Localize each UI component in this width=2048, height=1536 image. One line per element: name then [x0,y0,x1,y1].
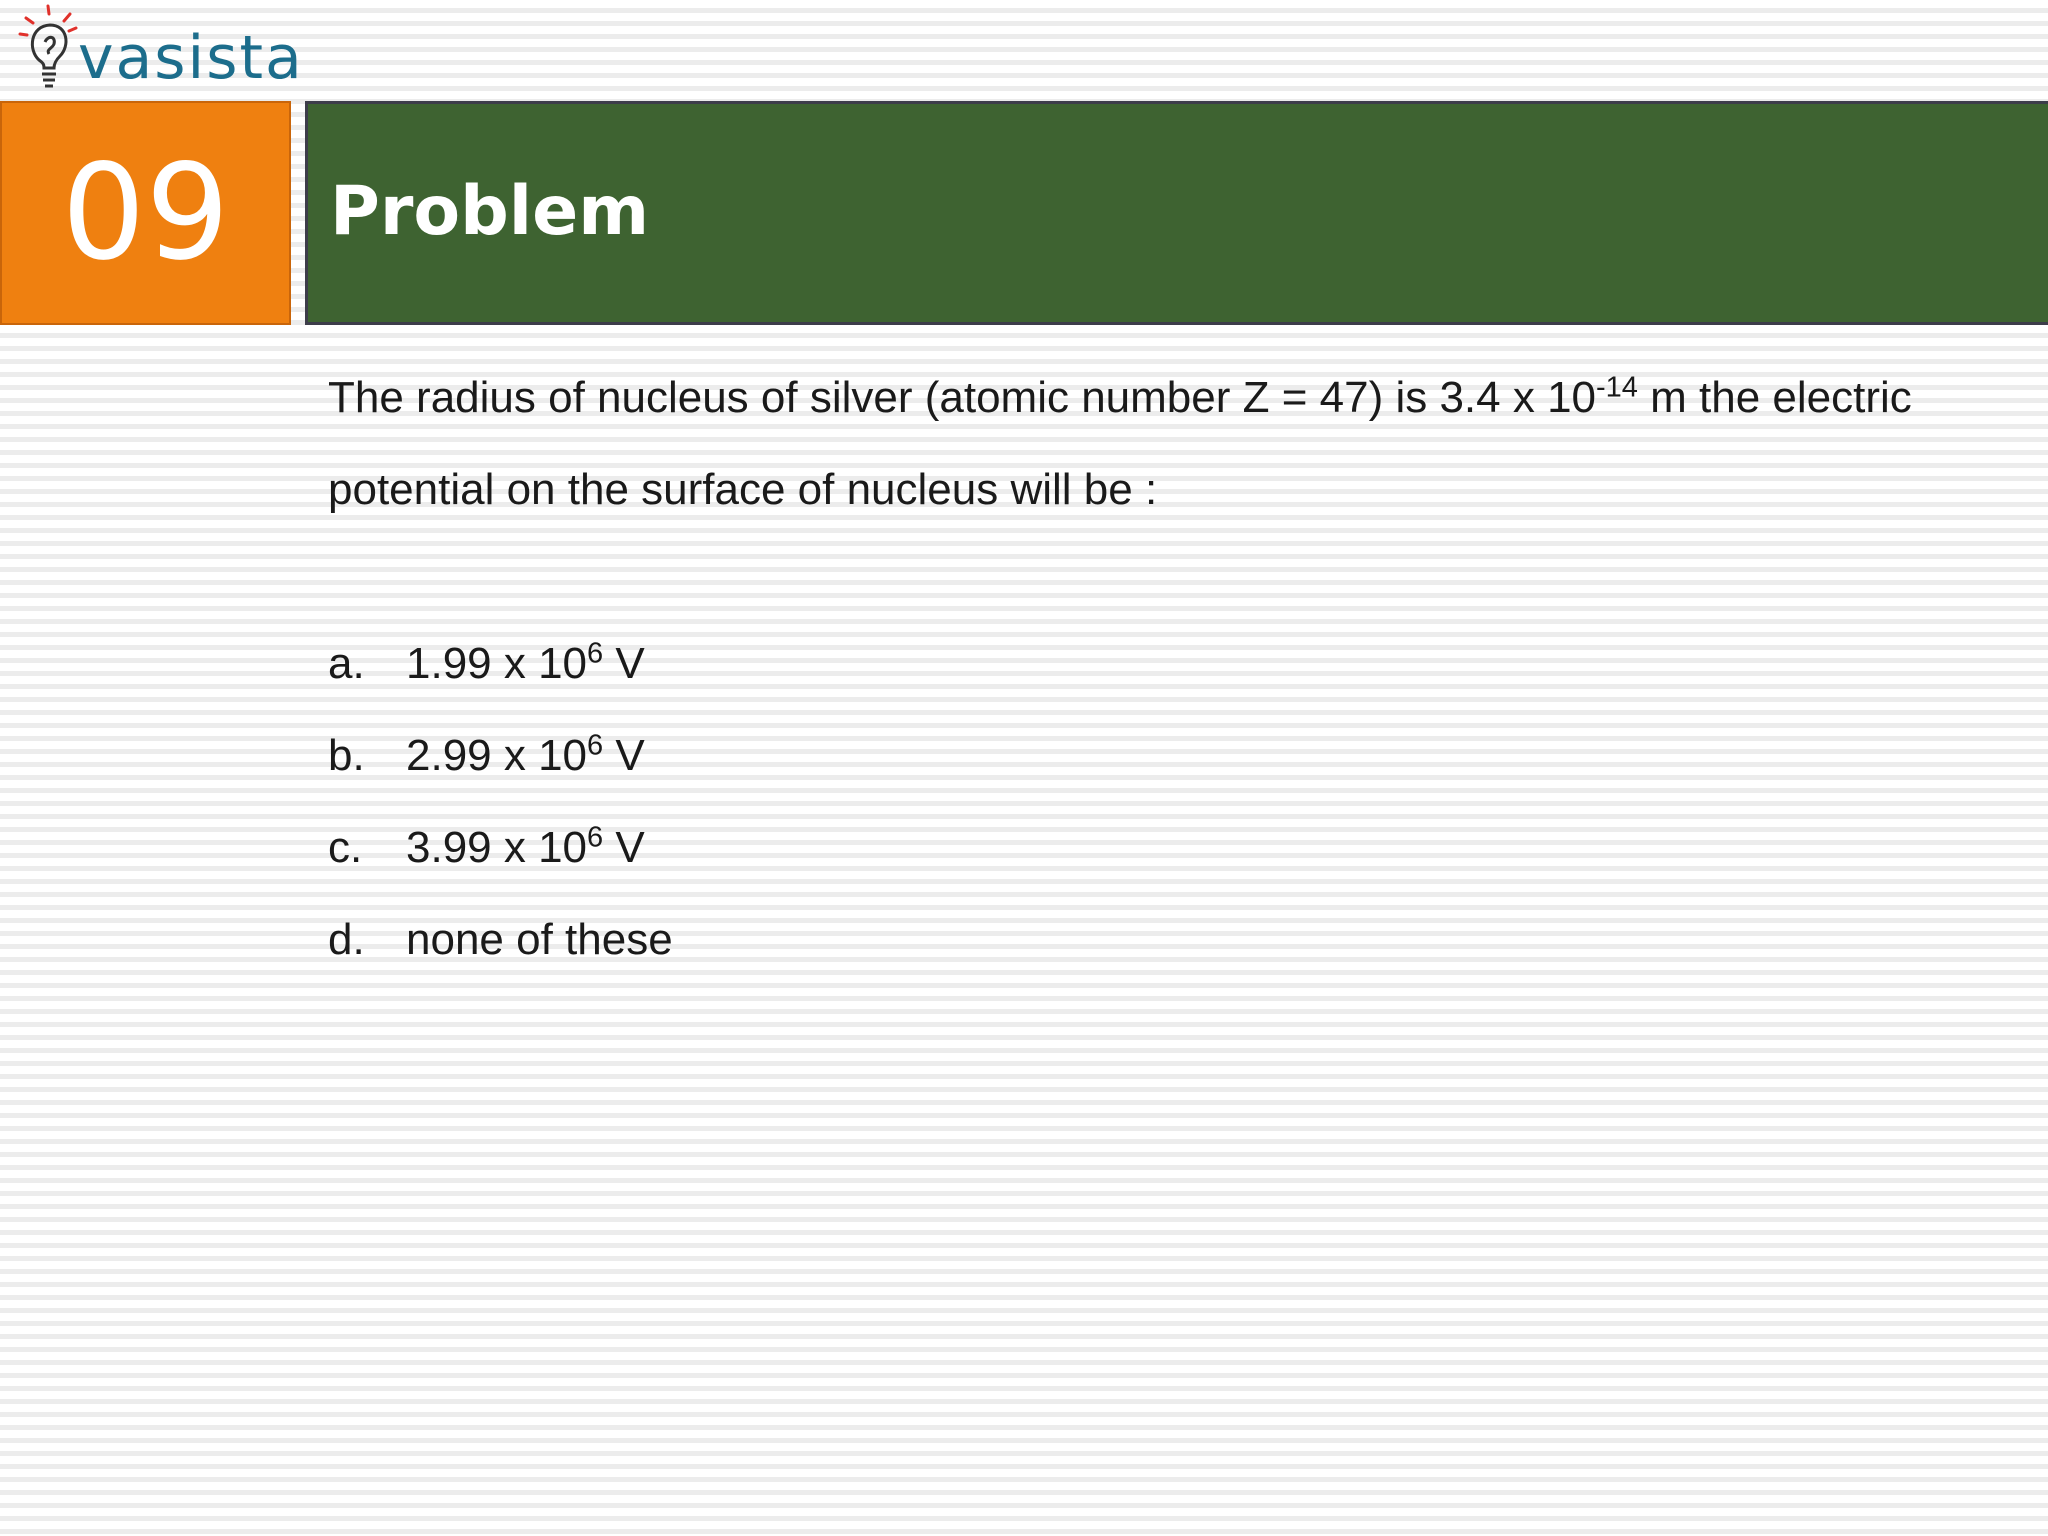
option-b[interactable] [328,710,673,802]
slide-title: Problem [330,172,650,251]
option-mantissa: 1.99 x 10 [406,639,588,688]
slide-number: 09 [61,136,230,290]
question-part2: m the electric potential on the surface of nucleus will be : [328,373,1912,514]
option-unit: V [603,639,645,688]
option-label: b. [328,731,365,780]
question-text [328,352,2028,536]
option-unit: V [603,731,645,780]
option-label: c. [328,823,363,872]
title-bar [305,101,2048,325]
option-mantissa: 3.99 x 10 [406,823,588,872]
option-c[interactable] [328,802,673,894]
lightbulb-icon [18,2,82,98]
option-d[interactable] [328,894,673,986]
question-exponent: -14 [1596,371,1638,404]
question-part1: The radius of nucleus of silver (atomic number Z = 47) is 3.4 x 10 [328,373,1597,422]
answer-options [328,618,673,986]
option-value [406,618,645,710]
option-value [406,802,645,894]
option-unit: V [603,823,645,872]
option-mantissa: none of these [406,915,673,964]
option-exponent: 6 [587,637,604,670]
option-a[interactable] [328,618,673,710]
option-exponent: 6 [587,821,604,854]
option-mantissa: 2.99 x 10 [406,731,588,780]
slide-number-box [0,101,291,325]
option-label: d. [328,915,365,964]
vasista-logo [18,2,304,98]
option-label: a. [328,639,365,688]
option-value [406,894,673,986]
option-value [406,710,645,802]
option-exponent: 6 [587,729,604,762]
logo-text: vasista [78,23,304,93]
